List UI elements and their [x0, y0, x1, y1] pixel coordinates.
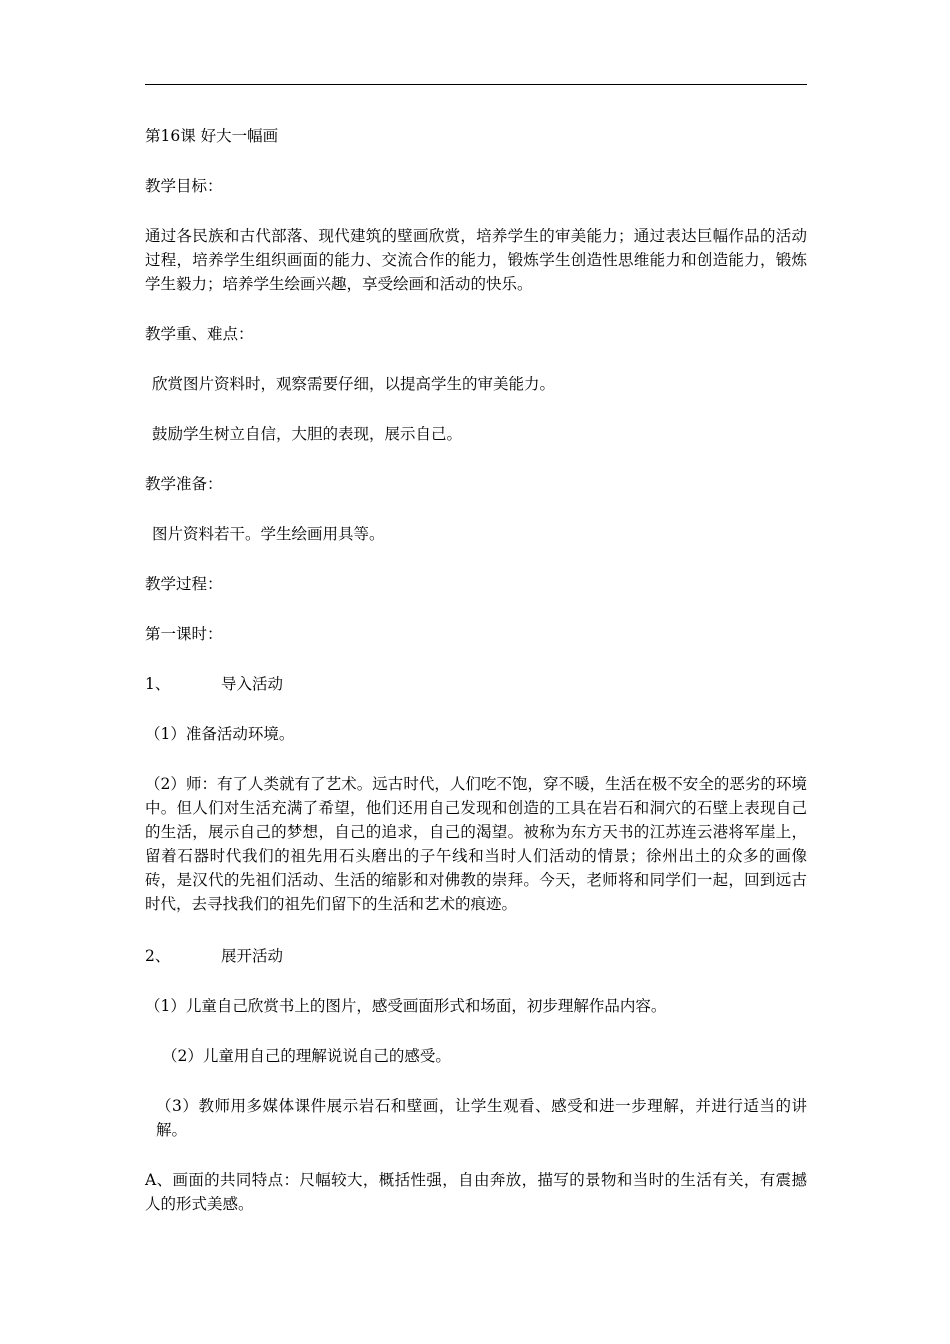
prep-heading: 教学准备：	[145, 475, 223, 493]
step-2-number: 2、	[145, 947, 171, 965]
step-2-item-1: （1）儿童自己欣赏书上的图片，感受画面形式和场面，初步理解作品内容。	[145, 997, 667, 1015]
key-point-2: 鼓励学生树立自信，大胆的表现，展示自己。	[152, 425, 463, 443]
prep-text: 图片资料若干。学生绘画用具等。	[152, 525, 385, 543]
first-lesson-heading: 第一课时：	[145, 625, 223, 643]
header-rule	[145, 84, 807, 85]
step-1-item-2: （2）师：有了人类就有了艺术。远古时代，人们吃不饱，穿不暖，生活在极不安全的恶劣的环境中。但人们对生活充满了希望，他们还用自己发现和创造的工具在岩石和洞穴的石壁上表现自己的生活，展示自己的梦想，自己的追求，自己的渴望。被称为东方天书的江苏连云港将军崖上，留着石器时代我们的祖先用石头磨出的子午线和当时人们活动的情景；徐州出土的众多的画像砖，是汉代的先祖们活动、生活的缩影和对佛教的崇拜。今天，老师将和同学们一起，回到远古时代，去寻找我们的祖先们留下的生活和艺术的痕迹。	[145, 775, 807, 913]
step-1-title: 导入活动	[221, 675, 284, 693]
goals-heading: 教学目标：	[145, 177, 223, 195]
point-a: A、画面的共同特点：尺幅较大，概括性强，自由奔放，描写的景物和当时的生活有关，有震撼人的形式美感。	[145, 1171, 807, 1213]
key-points-heading: 教学重、难点：	[145, 325, 254, 343]
goals-text: 通过各民族和古代部落、现代建筑的壁画欣赏，培养学生的审美能力；通过表达巨幅作品的活动过程，培养学生组织画面的能力、交流合作的能力，锻炼学生创造性思维能力和创造能力，锻炼学生毅力；培养学生绘画兴趣，享受绘画和活动的快乐。	[145, 227, 807, 293]
step-1-number: 1、	[145, 675, 171, 693]
process-heading: 教学过程：	[145, 575, 223, 593]
step-2-heading	[145, 944, 807, 968]
step-1-item-1: （1）准备活动环境。	[145, 725, 295, 743]
key-point-1: 欣赏图片资料时，观察需要仔细，以提高学生的审美能力。	[152, 375, 556, 393]
step-2-title: 展开活动	[221, 947, 284, 965]
lesson-title: 第16课 好大一幅画	[145, 127, 279, 145]
step-2-item-2: （2）儿童用自己的理解说说自己的感受。	[162, 1047, 451, 1065]
step-2-item-3: （3）教师用多媒体课件展示岩石和壁画，让学生观看、感受和进一步理解，并进行适当的讲解。	[156, 1097, 807, 1139]
step-1-heading	[145, 672, 807, 696]
